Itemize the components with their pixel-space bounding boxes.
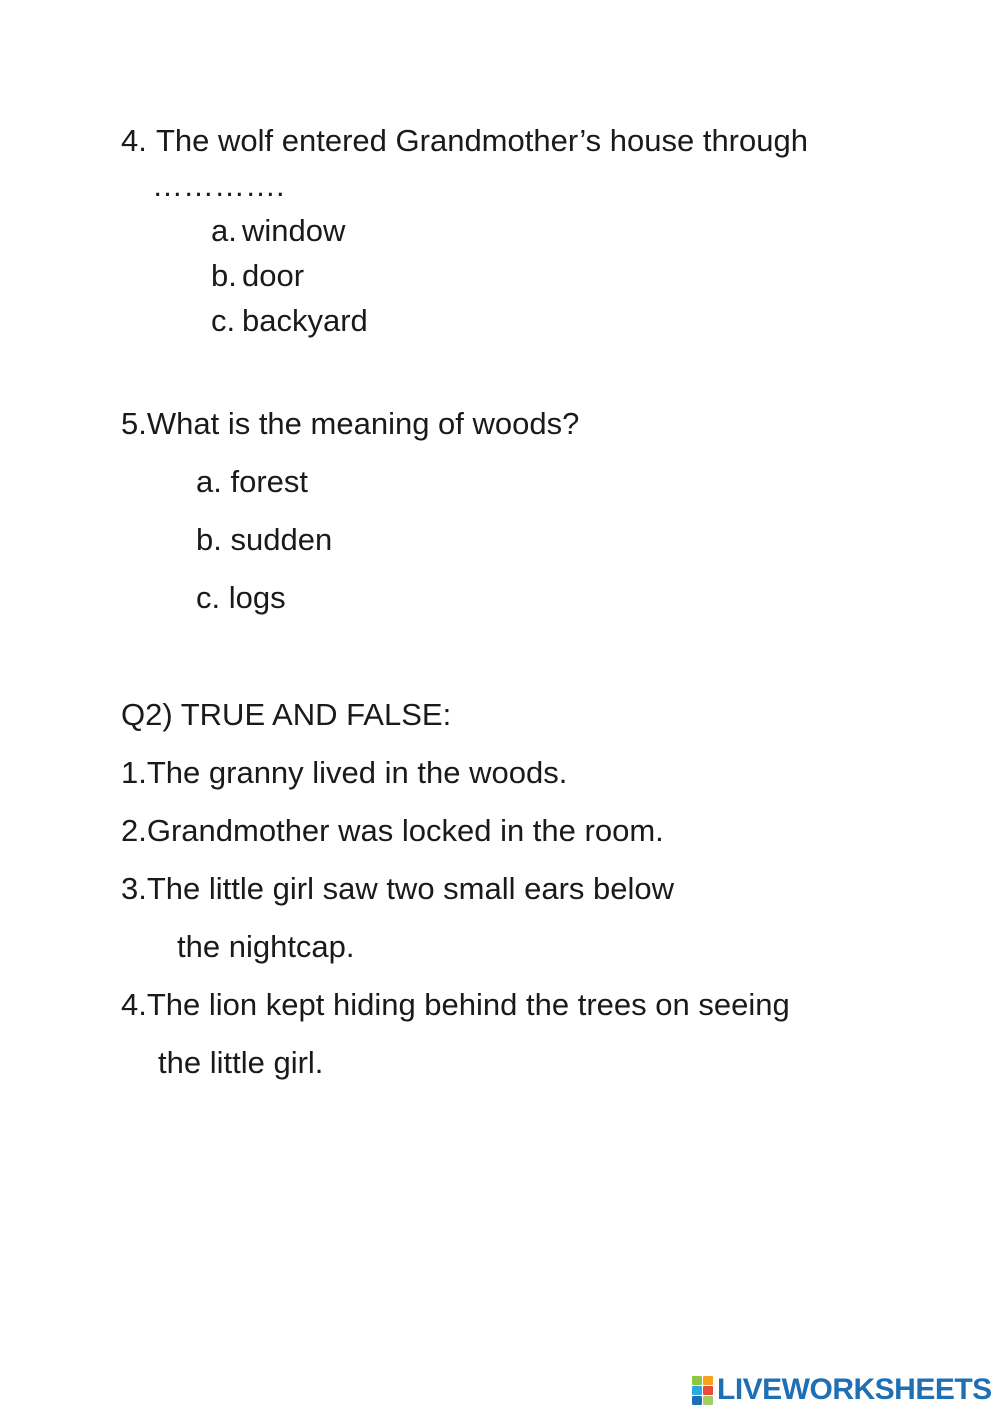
option-text: window [242,213,346,248]
q4-blank: …………. [152,168,285,203]
q5-option-a [196,462,308,502]
q4-question [121,121,808,161]
logo-text: LIVEWORKSHEETS [717,1373,992,1406]
logo-block [692,1396,702,1405]
q5-option-b [196,520,332,560]
liveworksheets-blocks-icon [692,1376,714,1404]
tf-statement-4-continued: the little girl. [158,1045,324,1080]
q4-number: 4. [121,123,147,158]
option-text: logs [228,580,286,615]
option-letter: b. [211,258,237,293]
logo-block [703,1386,713,1395]
tf-statement-3: 3.The little girl saw two small ears below [121,871,675,906]
option-text: door [242,258,305,293]
logo-block [703,1396,713,1405]
q4-option-c [211,301,368,341]
tf-statement-1: 1.The granny lived in the woods. [121,755,568,790]
q4-option-a [211,211,345,251]
option-letter: a. [211,213,237,248]
q5-question: 5.What is the meaning of woods? [121,406,580,441]
option-letter: c. [211,303,236,338]
option-letter: a. [196,464,222,499]
logo-block [703,1376,713,1385]
logo-block [692,1386,702,1395]
option-letter: c. [196,580,221,615]
tf-statement-3-continued: the nightcap. [177,929,355,964]
q5-option-c [196,578,286,618]
liveworksheets-logo [692,1374,992,1406]
option-text: sudden [230,522,333,557]
q4-question-text: The wolf entered Grandmother’s house through [156,123,808,158]
tf-statement-2: 2.Grandmother was locked in the room. [121,813,664,848]
tf-statement-4: 4.The lion kept hiding behind the trees on seeing [121,987,790,1022]
section2-heading: Q2) TRUE AND FALSE: [121,697,452,732]
option-text: forest [230,464,309,499]
option-letter: b. [196,522,222,557]
option-text: backyard [242,303,368,338]
q4-option-b [211,256,304,296]
logo-block [692,1376,702,1385]
